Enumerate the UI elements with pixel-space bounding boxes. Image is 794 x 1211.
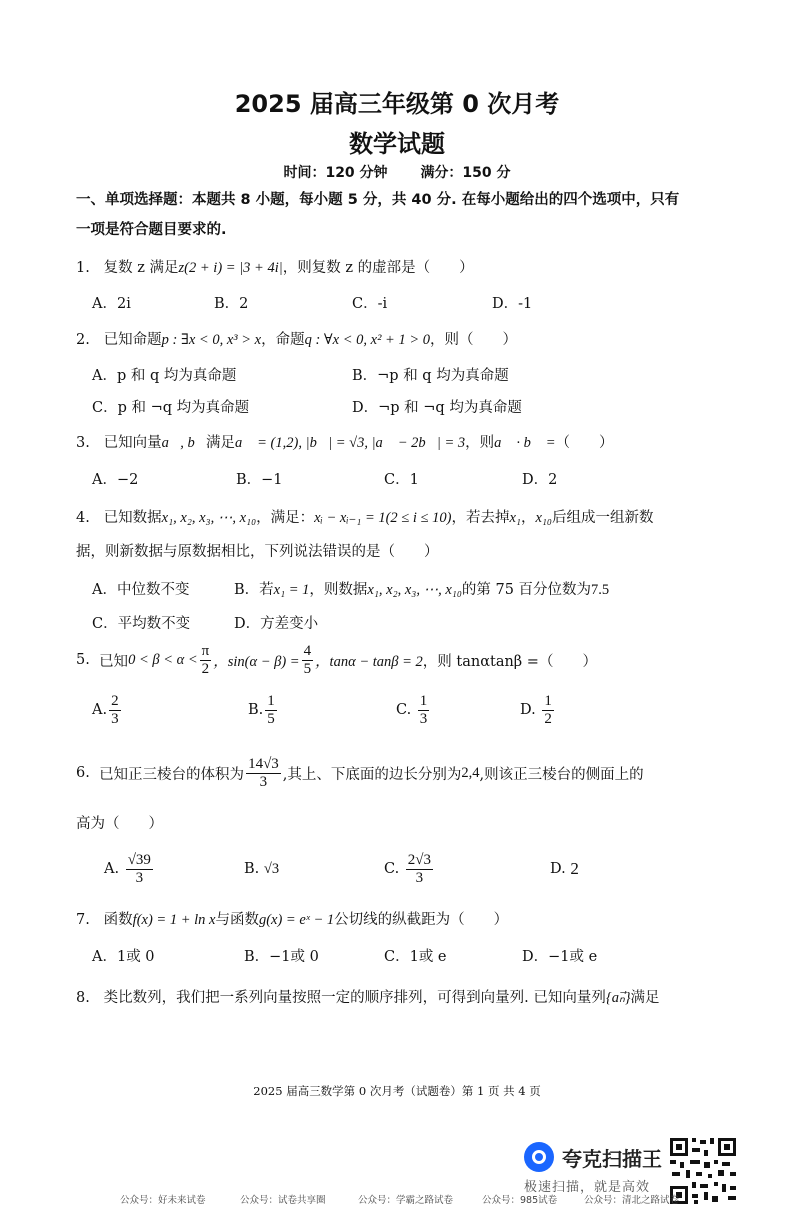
- question-2: [76, 328, 517, 349]
- fraction: $\frac{\pi}{2}$: [201, 643, 210, 677]
- question-formula: 0 < β < α <: [128, 651, 198, 668]
- option-a: A．p 和 q 均为真命题: [92, 368, 237, 384]
- question-text: ，命题: [261, 332, 305, 348]
- exam-time: 时间：120 分钟: [283, 165, 388, 181]
- option-b: [234, 578, 609, 599]
- option-label: A.: [92, 702, 108, 718]
- question-number: 7.: [76, 912, 90, 928]
- scanner-slogan: 极速扫描，就是高效: [524, 1180, 651, 1195]
- option-text: ，则数据: [309, 582, 368, 598]
- option-c: [396, 690, 431, 730]
- option-a: A．中位数不变: [92, 582, 190, 598]
- option-d: D．方差变小: [234, 616, 319, 632]
- option-c: C．1: [384, 472, 419, 488]
- option-a: A．1或 0: [92, 949, 155, 965]
- option-c: [384, 848, 435, 890]
- option-b: B．¬p 和 q 均为真命题: [352, 368, 509, 384]
- question-number: 3.: [76, 435, 90, 451]
- option-b: B．2: [214, 296, 249, 312]
- question-number: 6.: [76, 765, 90, 781]
- exam-info: [0, 162, 794, 182]
- option-d: D．2: [522, 472, 558, 488]
- question-3: [76, 431, 614, 452]
- question-formula: 2,4: [461, 764, 480, 781]
- question-1: [76, 256, 474, 277]
- question-6-line2: 高为（ ）: [76, 816, 163, 832]
- option-b: B．−1: [236, 472, 283, 488]
- question-formula: x₁: [509, 510, 521, 526]
- fraction: $\frac{2}{3}$: [111, 693, 119, 727]
- question-text: ,其上、下底面的边长分别为: [282, 766, 462, 783]
- question-text: 已知: [99, 653, 129, 670]
- question-formula: x₁, x₂, x₃, ⋯, x₁₀: [161, 510, 257, 526]
- question-text: 已知数据: [103, 510, 162, 526]
- question-text: 函数: [103, 912, 133, 928]
- question-text: ，满足：: [256, 510, 315, 526]
- option-label: C.: [396, 702, 412, 718]
- question-4-line2: 据，则新数据与原数据相比，下列说法错误的是（ ）: [76, 544, 439, 560]
- question-formula: z(2 + i) = |3 + 4i|: [178, 260, 283, 276]
- option-value: 7.5: [591, 582, 610, 598]
- question-text: ，则复数 z 的虚部是（ ）: [282, 260, 474, 276]
- question-text: 复数 z 满足: [103, 260, 179, 276]
- question-text: 已知向量: [103, 435, 162, 451]
- question-text: ,则该正三棱台的侧面上的: [479, 766, 644, 783]
- option-c: C．-i: [352, 296, 388, 312]
- question-formula: q : ∀x < 0, x² + 1 > 0: [304, 332, 430, 348]
- question-number: 5.: [76, 652, 90, 668]
- exam-score: 满分：150 分: [420, 165, 511, 181]
- option-d: D．¬p 和 ¬q 均为真命题: [352, 400, 522, 416]
- question-7: [76, 908, 508, 929]
- option-label: D.: [520, 702, 536, 718]
- option-a: A．−2: [92, 472, 139, 488]
- option-formula: x₁ = 1: [273, 582, 310, 598]
- question-formula: a⃗, b⃗: [161, 435, 206, 451]
- scanner-brand: [524, 1140, 662, 1174]
- question-text: 类比数列，我们把一系列向量按照一定的顺序排列，可得到向量列. 已知向量列: [103, 990, 606, 1006]
- fraction: $\frac{1}{5}$: [267, 693, 275, 727]
- watermark-account: 公众号：试卷共享圈: [240, 1195, 326, 1206]
- option-c: C．p 和 ¬q 均为真命题: [92, 400, 250, 416]
- question-text: ，则 tanαtanβ =（ ）: [422, 653, 597, 670]
- question-number: 8.: [76, 990, 90, 1006]
- option-label: B.: [244, 861, 260, 877]
- question-text: 后组成一组新数: [551, 510, 654, 526]
- page-footer: 2025 届高三数学第 0 次月考（试题卷）第 1 页 共 4 页: [253, 1084, 541, 1098]
- question-formula: {aₙ⃗}: [605, 990, 631, 1006]
- exam-title: 2025 届高三年级第 0 次月考: [234, 90, 560, 118]
- question-text: ，则（ ）: [430, 332, 517, 348]
- section-heading-line1: 一、单项选择题：本题共 8 小题，每小题 5 分，共 40 分. 在每小题给出的四个选项中，只有: [76, 192, 680, 208]
- option-label: D.: [550, 861, 566, 877]
- question-text: （ ）: [555, 435, 614, 451]
- question-5: [76, 640, 597, 680]
- question-text: ，则: [465, 435, 495, 451]
- option-a: [104, 848, 155, 890]
- watermark-account: 公众号：985试卷: [482, 1195, 558, 1206]
- fraction: $\frac{1}{3}$: [419, 693, 428, 727]
- question-text: 公切线的纵截距为（ ）: [334, 912, 509, 928]
- option-b: B．−1或 0: [244, 949, 319, 965]
- option-c: C．平均数不变: [92, 616, 191, 632]
- scanner-logo-icon: [524, 1142, 554, 1172]
- option-label: C.: [384, 861, 400, 877]
- fraction: $\frac{2√3}{3}$: [407, 852, 432, 886]
- option-b: [248, 690, 279, 730]
- section-heading-line2: 一项是符合题目要求的.: [76, 222, 227, 238]
- question-formula: ，tanα − tanβ = 2: [315, 653, 423, 670]
- question-number: 1.: [76, 260, 90, 276]
- question-text: 与函数: [215, 912, 259, 928]
- scanner-brand-name: 夸克扫描王: [562, 1146, 662, 1171]
- option-formula: x₁, x₂, x₃, ⋯, x₁₀: [367, 582, 462, 598]
- option-text: 的第 75 百分位数为: [461, 582, 592, 598]
- fraction: $\frac{14√3}{3}$: [248, 756, 279, 790]
- watermark-account: 公众号：学霸之路试卷: [358, 1195, 454, 1206]
- fraction: $\frac{1}{2}$: [544, 693, 552, 727]
- question-8: [76, 986, 660, 1007]
- question-formula: p : ∃x < 0, x³ > x: [161, 332, 262, 348]
- fraction: $\frac{√39}{3}$: [127, 852, 151, 886]
- question-text: 满足: [630, 990, 660, 1006]
- question-formula: g(x) = eˣ − 1: [258, 912, 335, 928]
- question-formula: x₁₀: [535, 510, 552, 526]
- question-number: 4.: [76, 510, 90, 526]
- question-formula: xᵢ − xᵢ₋₁ = 1(2 ≤ i ≤ 10): [314, 510, 452, 526]
- question-text: 已知命题: [103, 332, 162, 348]
- question-formula: f(x) = 1 + ln x: [132, 912, 216, 928]
- question-formula: a⃗ · b⃗ =: [494, 435, 556, 451]
- question-formula: a⃗ = (1,2), |b⃗| = √3, |a⃗ − 2b⃗| = 3: [234, 435, 466, 451]
- option-value: √3: [263, 860, 280, 877]
- option-a: A．2i: [92, 296, 131, 312]
- question-text: 已知正三棱台的体积为: [99, 766, 245, 783]
- watermark-account: 公众号：好未来试卷: [120, 1195, 206, 1206]
- fraction: $\frac{4}{5}$: [303, 643, 312, 677]
- watermark-account: 公众号：清北之路试卷: [584, 1195, 680, 1206]
- option-c: C．1或 e: [384, 949, 447, 965]
- option-label: A.: [104, 861, 120, 877]
- question-4: [76, 506, 653, 527]
- question-6: [76, 752, 644, 794]
- option-d: [520, 690, 556, 730]
- option-text: B．若: [234, 582, 274, 598]
- exam-subtitle: 数学试题: [349, 130, 445, 158]
- question-formula: ，sin(α − β) =: [213, 653, 300, 670]
- option-d: D．-1: [492, 296, 533, 312]
- question-text: ，若去掉: [451, 510, 510, 526]
- question-number: 2.: [76, 332, 90, 348]
- option-d: D．−1或 e: [522, 949, 598, 965]
- option-label: B.: [248, 702, 264, 718]
- option-d: [550, 848, 579, 890]
- option-a: [92, 690, 123, 730]
- question-text: 满足: [205, 435, 235, 451]
- option-b: [244, 848, 279, 890]
- option-value: 2: [570, 859, 579, 878]
- question-text: ，: [520, 510, 536, 526]
